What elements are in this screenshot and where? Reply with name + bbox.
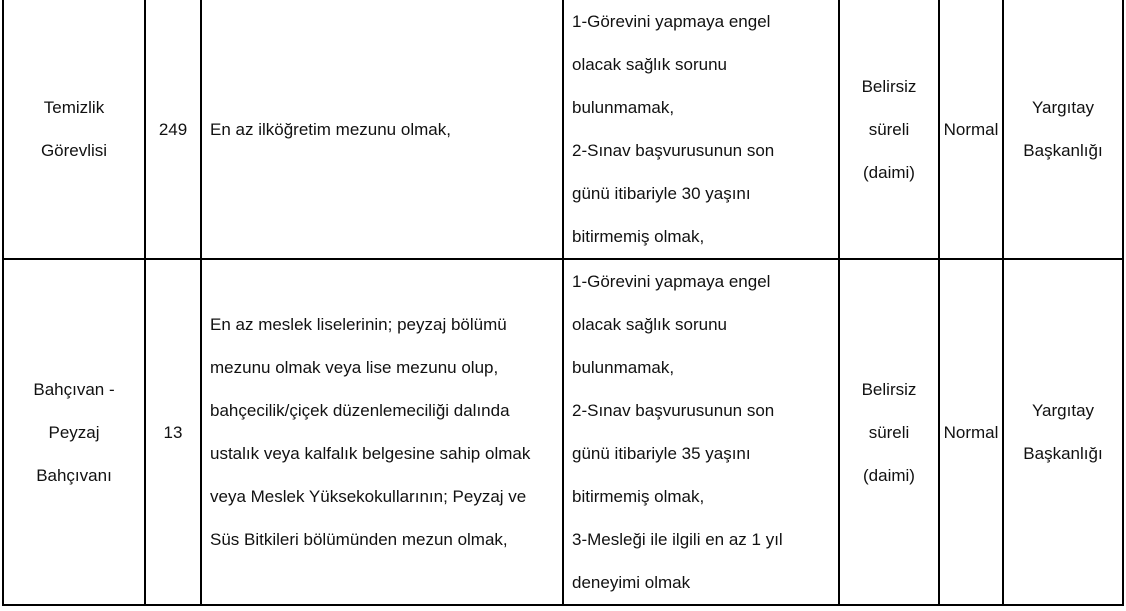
education-requirement-cell: [201, 0, 563, 259]
education-line: En az ilköğretim mezunu olmak,: [210, 119, 451, 139]
condition-line: deneyimi olmak: [572, 573, 691, 592]
position-title-cell: [3, 0, 145, 259]
unit-line: Başkanlığı: [1023, 141, 1103, 160]
condition-line: 1-Görevini yapmaya engel: [572, 12, 771, 31]
position-title-line: Bahçıvan -: [33, 379, 115, 399]
education-line: En az meslek liselerinin; peyzaj bölümü: [210, 315, 507, 334]
education-requirement-cell: [201, 259, 563, 605]
status-text: Normal: [943, 422, 999, 442]
duration-line: süreli: [868, 119, 910, 139]
status-cell: [939, 259, 1003, 605]
duration-line: (daimi): [863, 162, 915, 182]
unit-line: Yargıtay: [1031, 98, 1095, 117]
position-title-line: Bahçıvanı: [36, 465, 112, 485]
education-line: Süs Bitkileri bölümünden mezun olmak,: [210, 530, 508, 549]
unit-line: Yargıtay: [1031, 401, 1095, 420]
condition-line: bulunmamak,: [572, 358, 675, 377]
condition-line: bitirmemiş olmak,: [572, 227, 705, 246]
position-count-cell: [145, 259, 201, 605]
status-cell: [939, 0, 1003, 259]
education-line: bahçecilik/çiçek düzenlemeciliği dalında: [210, 401, 510, 420]
position-count: 249: [158, 119, 188, 139]
condition-line: 1-Görevini yapmaya engel: [572, 272, 771, 291]
contract-duration-cell: [839, 259, 939, 605]
education-line: mezunu olmak veya lise mezunu olup,: [210, 358, 499, 377]
conditions-cell: [563, 0, 839, 259]
status-text: Normal: [943, 119, 999, 139]
table-row: [3, 259, 1123, 605]
position-title-line: Peyzaj: [48, 422, 100, 442]
position-count: 13: [163, 422, 183, 442]
unit-line: Başkanlığı: [1023, 444, 1103, 463]
table-row: [3, 0, 1123, 259]
position-title-line: Görevlisi: [40, 141, 108, 160]
condition-line: 3-Mesleği ile ilgili en az 1 yıl: [572, 530, 783, 549]
condition-line: günü itibariyle 30 yaşını: [572, 184, 751, 203]
conditions-cell: [563, 259, 839, 605]
unit-cell: [1003, 259, 1123, 605]
duration-line: Belirsiz: [861, 76, 917, 96]
condition-line: bitirmemiş olmak,: [572, 487, 705, 506]
position-title-line: Temizlik: [43, 98, 105, 117]
condition-line: günü itibariyle 35 yaşını: [572, 444, 751, 463]
contract-duration-cell: [839, 0, 939, 259]
condition-line: 2-Sınav başvurusunun son: [572, 141, 775, 160]
duration-line: süreli: [868, 422, 910, 442]
position-count-cell: [145, 0, 201, 259]
education-line: veya Meslek Yüksekokullarının; Peyzaj ve: [210, 487, 527, 506]
position-title-cell: [3, 259, 145, 605]
unit-cell: [1003, 0, 1123, 259]
condition-line: olacak sağlık sorunu: [572, 315, 727, 334]
condition-line: olacak sağlık sorunu: [572, 55, 727, 74]
condition-line: bulunmamak,: [572, 98, 675, 117]
education-line: ustalık veya kalfalık belgesine sahip olmak: [210, 444, 531, 463]
duration-line: Belirsiz: [861, 379, 917, 399]
duration-line: (daimi): [863, 465, 915, 485]
job-positions-table: [2, 0, 1124, 606]
condition-line: 2-Sınav başvurusunun son: [572, 401, 775, 420]
